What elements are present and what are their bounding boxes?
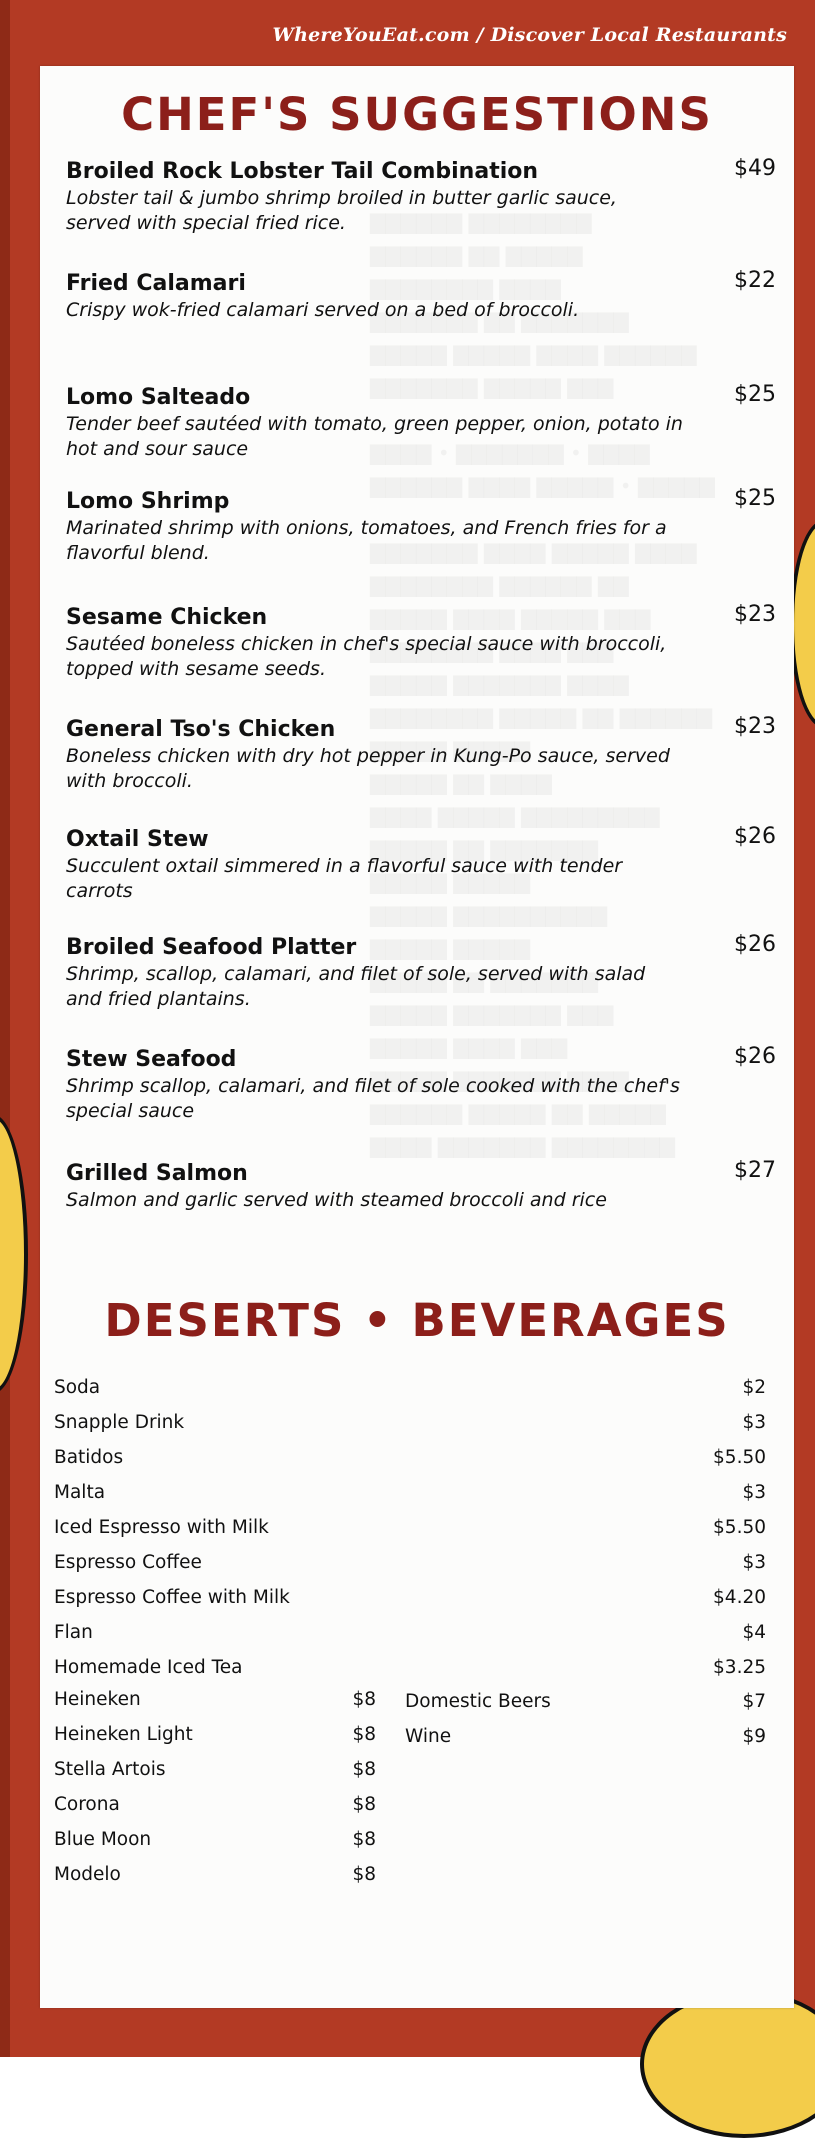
item-name: Broiled Rock Lobster Tail Combination [66, 159, 539, 184]
beer-item [54, 1759, 376, 1785]
beverage-item [54, 1482, 766, 1508]
beverage-item [54, 1517, 766, 1543]
item-description: Shrimp, scallop, calamari, and filet of sole, served with salad and fried plantains. [66, 963, 646, 1010]
beverage-name: Domestic Beers [405, 1691, 551, 1712]
beverage-name: Soda [54, 1377, 101, 1398]
beverage-name: Modelo [54, 1864, 121, 1885]
menu-item [66, 1160, 776, 1213]
beverage-price: $8 [352, 1794, 376, 1815]
item-name: Lomo Shrimp [66, 489, 230, 514]
beverage-price: $9 [742, 1726, 766, 1747]
item-price: $26 [734, 824, 776, 849]
beverage-price: $8 [352, 1864, 376, 1885]
item-name: Stew Seafood [66, 1047, 237, 1072]
menu-page [40, 66, 794, 2008]
beverage-item [54, 1622, 766, 1648]
deserts-beverages-title: DESERTS • BEVERAGES [104, 1294, 730, 1347]
item-description: Boneless chicken with dry hot pepper in Kung-Po sauce, served with broccoli. [66, 745, 670, 792]
beverage-item [54, 1377, 766, 1403]
beverage-price: $4.20 [713, 1587, 766, 1608]
item-price: $22 [734, 268, 776, 293]
beverage-price: $3 [742, 1482, 766, 1503]
beverage-name: Iced Espresso with Milk [54, 1517, 269, 1538]
beer-item [54, 1724, 376, 1750]
item-price: $49 [734, 156, 776, 181]
beverage-name: Malta [54, 1482, 106, 1503]
beverage-price: $8 [352, 1759, 376, 1780]
item-name: Lomo Salteado [66, 385, 251, 410]
beverage-name: Flan [54, 1622, 93, 1643]
item-name: Grilled Salmon [66, 1161, 248, 1186]
item-description: Crispy wok-fried calamari served on a bed of broccoli. [66, 299, 580, 321]
item-price: $25 [734, 486, 776, 511]
beverage-price: $4 [742, 1622, 766, 1643]
menu-item [66, 604, 776, 682]
beverage-price: $5.50 [713, 1447, 766, 1468]
item-price: $26 [734, 932, 776, 957]
beverage-name: Homemade Iced Tea [54, 1657, 243, 1678]
menu-item [66, 158, 776, 236]
beverage-name: Espresso Coffee [54, 1552, 202, 1573]
menu-item [66, 270, 776, 323]
beverage-price: $5.50 [713, 1517, 766, 1538]
beer-item [54, 1794, 376, 1820]
item-name: Oxtail Stew [66, 827, 209, 852]
beverage-name: Corona [54, 1794, 120, 1815]
item-name: Sesame Chicken [66, 605, 268, 630]
beverage-name: Espresso Coffee with Milk [54, 1587, 290, 1608]
item-description: Marinated shrimp with onions, tomatoes, and French fries for a flavorful blend. [66, 517, 667, 564]
beverage-price: $3 [742, 1412, 766, 1433]
beverage-name: Heineken [54, 1689, 141, 1710]
menu-item [66, 1046, 776, 1124]
item-price: $27 [734, 1158, 776, 1183]
beverage-price: $7 [742, 1691, 766, 1712]
menu-item [66, 934, 776, 1012]
beverage-name: Heineken Light [54, 1724, 193, 1745]
beverage-price: $3.25 [713, 1657, 766, 1678]
item-name: Broiled Seafood Platter [66, 935, 357, 960]
beer-item [54, 1864, 376, 1890]
item-name: General Tso's Chicken [66, 717, 336, 742]
chefs-suggestions-title: CHEF'S SUGGESTIONS [121, 88, 713, 141]
beverage-name: Batidos [54, 1447, 124, 1468]
item-name: Fried Calamari [66, 271, 246, 296]
item-description: Sautéed boneless chicken in chef's special sauce with broccoli, topped with sesame seeds. [66, 633, 667, 680]
frame-left-edge [0, 0, 10, 2057]
beverage-name: Wine [405, 1726, 452, 1747]
beer-item [405, 1691, 766, 1717]
menu-item [66, 716, 776, 794]
beverage-item [54, 1412, 766, 1438]
beverage-price: $8 [352, 1689, 376, 1710]
item-price: $23 [734, 602, 776, 627]
beverage-item [54, 1657, 766, 1683]
item-description: Tender beef sautéed with tomato, green pepper, onion, potato in hot and sour sauce [66, 413, 683, 460]
beverage-price: $3 [742, 1552, 766, 1573]
menu-item [66, 384, 776, 462]
beverage-item [54, 1587, 766, 1613]
beer-item [54, 1689, 376, 1715]
beverage-item [54, 1552, 766, 1578]
beverage-price: $2 [742, 1377, 766, 1398]
show-through-text [370, 206, 790, 1163]
menu-item [66, 826, 776, 904]
beverage-item [54, 1447, 766, 1473]
item-description: Lobster tail & jumbo shrimp broiled in butter garlic sauce, served with special fried rice. [66, 187, 617, 234]
beer-item [54, 1829, 376, 1855]
item-price: $26 [734, 1044, 776, 1069]
item-price: $23 [734, 714, 776, 739]
beverage-name: Snapple Drink [54, 1412, 185, 1433]
beverage-name: Stella Artois [54, 1759, 166, 1780]
site-credit: WhereYouEat.com / Discover Local Restaurants [272, 24, 787, 46]
item-description: Succulent oxtail simmered in a flavorful sauce with tender carrots [66, 855, 623, 902]
beverage-price: $8 [352, 1724, 376, 1745]
item-description: Salmon and garlic served with steamed broccoli and rice [66, 1189, 607, 1211]
item-description: Shrimp scallop, calamari, and filet of sole cooked with the chef's special sauce [66, 1075, 680, 1122]
item-price: $25 [734, 382, 776, 407]
beverage-name: Blue Moon [54, 1829, 152, 1850]
beverage-price: $8 [352, 1829, 376, 1850]
beer-item [405, 1726, 766, 1752]
menu-item [66, 488, 776, 566]
